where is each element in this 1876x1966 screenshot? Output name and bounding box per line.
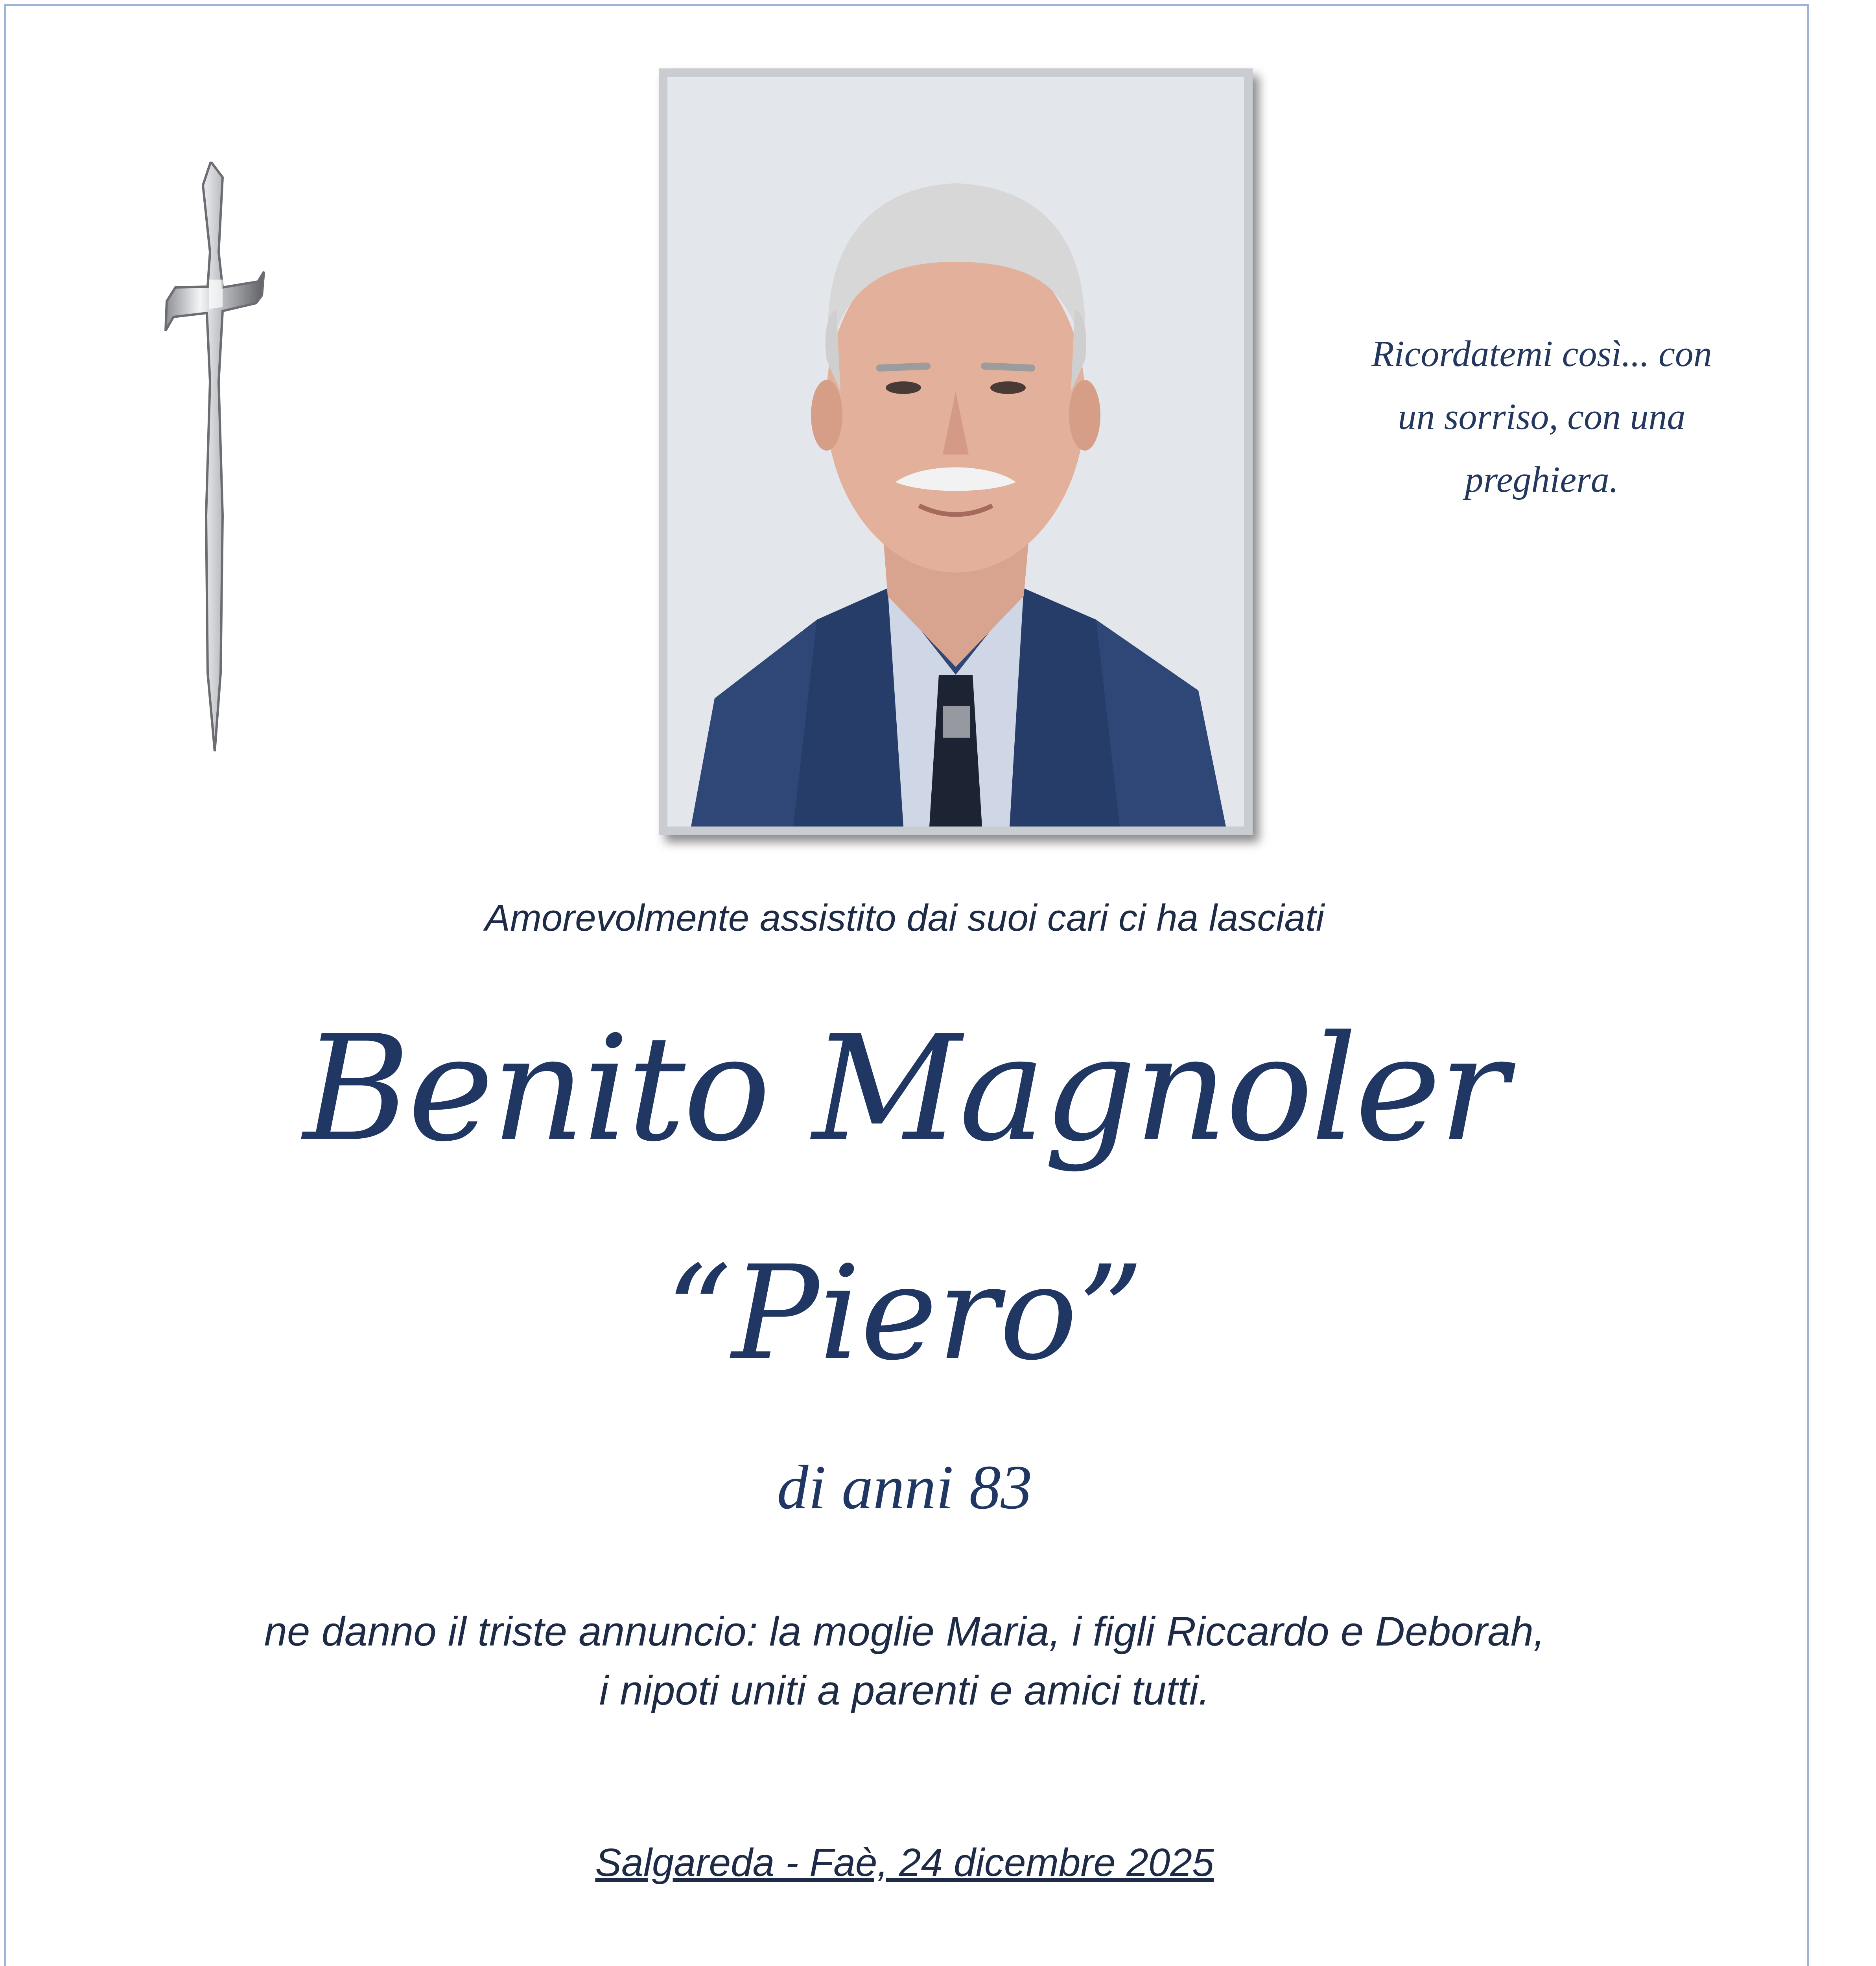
quote-line: Ricordatemi così... con xyxy=(1371,333,1712,374)
cross-icon xyxy=(164,162,266,751)
memorial-quote xyxy=(1274,322,1809,511)
announcement-line: i nipoti uniti a parenti e amici tutti. xyxy=(599,1668,1210,1714)
announcement xyxy=(0,1602,1809,1720)
intro-text: Amorevolmente assistito dai suoi cari ci ha lasciati xyxy=(485,897,1325,939)
deceased-name: Benito Magnoler xyxy=(303,1005,1506,1174)
announcement-line: ne danno il triste annuncio: la moglie Maria, i figli Riccardo e Deborah, xyxy=(264,1609,1545,1655)
quote-line: un sorriso, con una xyxy=(1398,396,1686,437)
place-date: Salgareda - Faè, 24 dicembre 2025 xyxy=(595,1841,1214,1885)
deceased-age: di anni 83 xyxy=(777,1452,1032,1522)
portrait-illustration xyxy=(667,77,1244,827)
portrait-photo xyxy=(659,68,1253,835)
quote-line: preghiera. xyxy=(1465,459,1619,500)
deceased-nickname: “Piero” xyxy=(665,1238,1144,1389)
